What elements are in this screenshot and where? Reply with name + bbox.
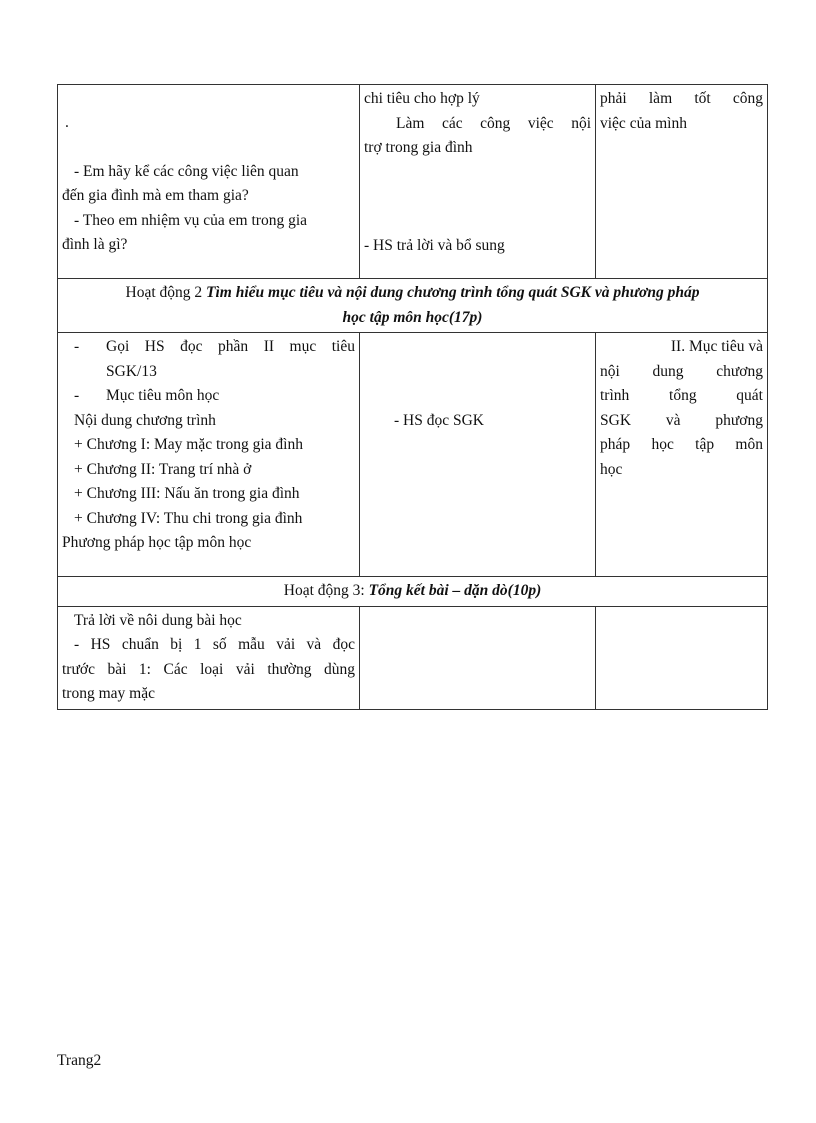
lesson-table [57, 84, 768, 710]
section-heading-1: II. Mục tiêu và [670, 338, 763, 355]
row3-content-cell [596, 606, 768, 709]
chapter-4: + Chương IV: Thu chi trong gia đình [74, 509, 303, 527]
content-line-1: phải làm tốt công [600, 90, 763, 107]
row2-content-cell [596, 333, 768, 577]
row2-student-cell [360, 333, 596, 577]
section-heading-3: trình tổng quát [600, 387, 763, 404]
row3-student-cell [360, 606, 596, 709]
activity-2-title-b: học tập môn học(17p) [342, 308, 483, 326]
row1-student-cell [360, 85, 596, 279]
content-heading: Nội dung chương trình [74, 411, 216, 429]
question-2a: - Theo em nhiệm vụ của em trong gia [74, 211, 308, 229]
table-row [58, 606, 768, 709]
activity-2-header [58, 279, 768, 333]
question-1a: - Em hãy kể các công việc liên quan [74, 162, 299, 180]
row3-teacher-cell [58, 606, 360, 709]
table-row [58, 85, 768, 279]
student-line-3: trợ trong gia đình [364, 139, 473, 156]
dot-text: . [65, 114, 69, 131]
chapter-2: + Chương II: Trang trí nhà ở [74, 460, 252, 478]
summary-line-2: - HS chuẩn bị 1 số mẫu vải và đọc [74, 636, 355, 653]
summary-line-1: Trả lời về nôi dung bài học [74, 611, 242, 629]
section-heading-2: nội dung chương [600, 362, 763, 380]
section-heading-4: SGK và phương [600, 411, 763, 429]
item-2-text: Mục tiêu môn học [106, 387, 220, 404]
method-text: Phương pháp học tập môn học [62, 534, 252, 551]
row1-teacher-cell [58, 85, 360, 279]
chapter-1: + Chương I: May mặc trong gia đình [74, 436, 303, 453]
item-1-line-b: SGK/13 [106, 362, 157, 380]
section-heading-6: học [600, 460, 623, 478]
page-number: Trang2 [57, 1052, 102, 1069]
content-line-2: việc của mình [600, 114, 687, 132]
activity-2-header-row [58, 279, 768, 333]
student-line-4: - HS trả lời và bổ sung [364, 236, 505, 254]
section-heading-5: pháp học tập môn [600, 436, 763, 453]
activity-3-title: Tổng kết bài – dặn dò(10p) [368, 582, 542, 599]
student-line-2: Làm các công việc nội [396, 114, 591, 132]
question-2b: đình là gì? [62, 236, 128, 253]
activity-3-header-row [58, 577, 768, 607]
student-read: - HS đọc SGK [394, 412, 484, 429]
activity-3-colon: : [360, 582, 365, 599]
activity-3-header [58, 577, 768, 607]
item-1-line-a: Gọi HS đọc phần II mục tiêu [106, 338, 355, 355]
summary-line-4: trong may mặc [62, 685, 155, 702]
activity-2-title-a: Tìm hiểu mục tiêu và nội dung chương trình tổng quát SGK và phương pháp [206, 284, 700, 301]
activity-3-prefix: Hoạt động 3 [283, 582, 361, 599]
list-item: - Gọi HS đọc phần II mục tiêu SGK/13 [62, 335, 355, 384]
student-line-1: chi tiêu cho hợp lý [364, 90, 480, 107]
chapter-3: + Chương III: Nấu ăn trong gia đình [74, 485, 300, 502]
question-1b: đến gia đình mà em tham gia? [62, 187, 249, 204]
row1-content-cell [596, 85, 768, 279]
row2-teacher-cell [58, 333, 360, 577]
table-row [58, 333, 768, 577]
summary-line-3: trước bài 1: Các loại vải thường dùng [62, 660, 355, 678]
list-item: - Mục tiêu môn học [62, 384, 355, 409]
activity-2-prefix: Hoạt động 2 [125, 284, 203, 301]
